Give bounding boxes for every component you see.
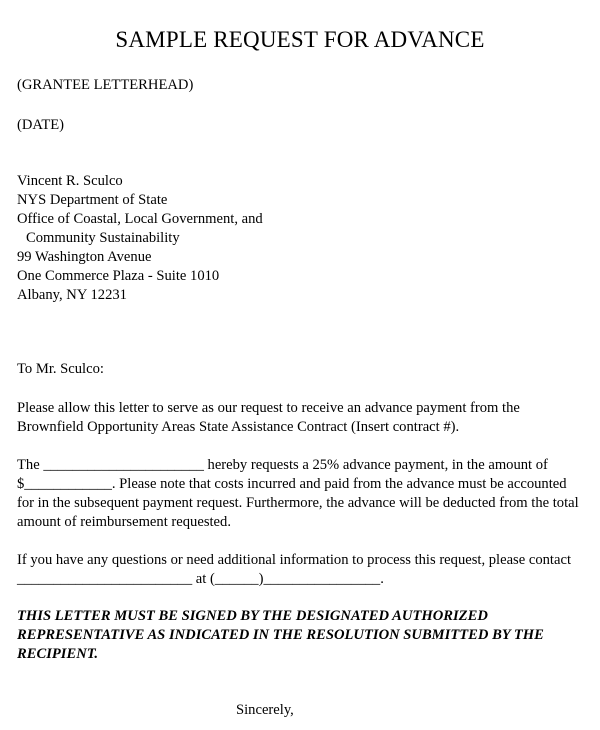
- address-line: Vincent R. Sculco: [17, 173, 123, 189]
- notice-line: RECIPIENT.: [17, 646, 98, 662]
- address-line: NYS Department of State: [17, 192, 168, 208]
- paragraph-line: ________________________ at (______)________________.: [17, 571, 384, 587]
- paragraph-line: Brownfield Opportunity Areas State Assistance Contract (Insert contract #).: [17, 419, 460, 435]
- paragraph-line: $____________. Please note that costs incurred and paid from the advance must be accounted: [17, 476, 567, 492]
- address-line: Office of Coastal, Local Government, and: [17, 211, 263, 227]
- letterhead-placeholder: (GRANTEE LETTERHEAD): [17, 77, 194, 93]
- closing: Sincerely,: [236, 702, 294, 718]
- paragraph-line: Please allow this letter to serve as our request to receive an advance payment from the: [17, 400, 520, 416]
- notice-line: THIS LETTER MUST BE SIGNED BY THE DESIGNATED AUTHORIZED: [17, 608, 488, 624]
- page-title: SAMPLE REQUEST FOR ADVANCE: [115, 27, 485, 52]
- paragraph-line: for in the subsequent payment request. Furthermore, the advance will be deducted from the total: [17, 495, 579, 511]
- paragraph-line: The ______________________ hereby requests a 25% advance payment, in the amount of: [17, 457, 548, 473]
- paragraph-line: If you have any questions or need additional information to process this request, please contact: [17, 552, 571, 568]
- address-line: One Commerce Plaza - Suite 1010: [17, 268, 220, 284]
- address-line: Community Sustainability: [26, 230, 180, 246]
- salutation: To Mr. Sculco:: [17, 361, 104, 377]
- date-placeholder: (DATE): [17, 117, 65, 133]
- notice-line: REPRESENTATIVE AS INDICATED IN THE RESOLUTION SUBMITTED BY THE: [17, 627, 544, 643]
- address-line: 99 Washington Avenue: [17, 249, 152, 265]
- address-line: Albany, NY 12231: [17, 287, 127, 303]
- paragraph-line: amount of reimbursement requested.: [17, 514, 231, 530]
